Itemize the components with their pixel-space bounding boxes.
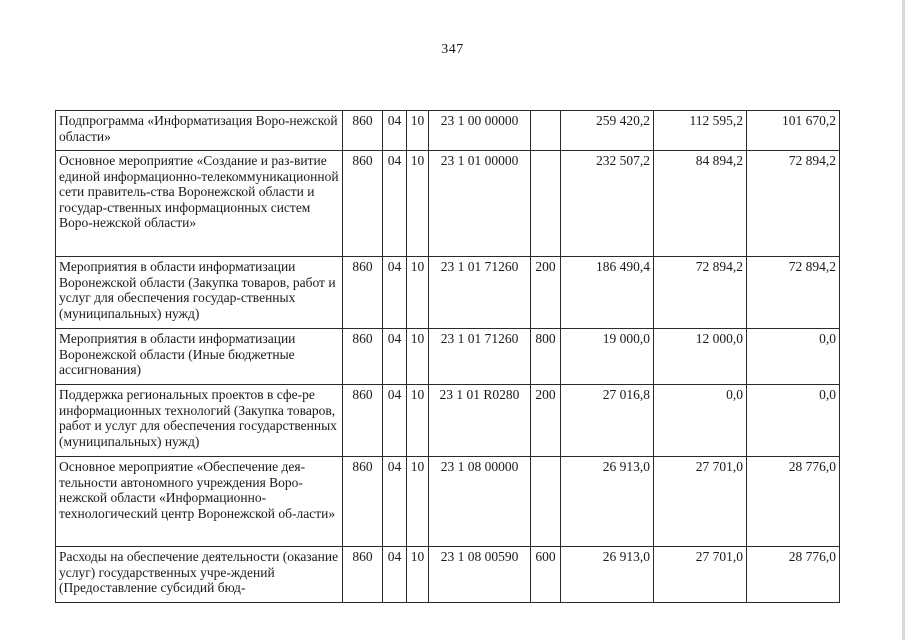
- amount-year2-cell: 12 000,0: [654, 329, 747, 385]
- target-article-cell: 23 1 01 71260: [429, 257, 531, 329]
- expense-type-cell: 200: [531, 257, 561, 329]
- section-cell: 04: [383, 385, 407, 457]
- amount-year1-cell: 19 000,0: [561, 329, 654, 385]
- section-cell: 04: [383, 257, 407, 329]
- subsection-cell: 10: [407, 547, 429, 603]
- amount-year3-cell: 72 894,2: [747, 151, 840, 257]
- table-row: [56, 457, 840, 547]
- row-name-cell: Мероприятия в области информатизации Воронежской области (Иные бюджетные ассигнования): [56, 329, 343, 385]
- subsection-cell: 10: [407, 457, 429, 547]
- amount-year3-cell: 28 776,0: [747, 457, 840, 547]
- target-article-cell: 23 1 08 00590: [429, 547, 531, 603]
- table-row: [56, 329, 840, 385]
- amount-year2-cell: 84 894,2: [654, 151, 747, 257]
- amount-year3-cell: 0,0: [747, 385, 840, 457]
- amount-year1-cell: 259 420,2: [561, 111, 654, 151]
- target-article-cell: 23 1 01 R0280: [429, 385, 531, 457]
- amount-year2-cell: 112 595,2: [654, 111, 747, 151]
- row-name-cell: Основное мероприятие «Обеспечение дея-тельности автономного учреждения Воро-нежской области «Информационно-технологический центр Воронежской об-ласти»: [56, 457, 343, 547]
- expense-type-cell: [531, 151, 561, 257]
- amount-year1-cell: 186 490,4: [561, 257, 654, 329]
- amount-year1-cell: 27 016,8: [561, 385, 654, 457]
- grbs-cell: 860: [343, 329, 383, 385]
- target-article-cell: 23 1 01 00000: [429, 151, 531, 257]
- expense-type-cell: [531, 111, 561, 151]
- section-cell: 04: [383, 151, 407, 257]
- amount-year2-cell: 72 894,2: [654, 257, 747, 329]
- section-cell: 04: [383, 111, 407, 151]
- row-name-cell: Расходы на обеспечение деятельности (оказание услуг) государственных учре-ждений (Предоставление субсидий бюд-: [56, 547, 343, 603]
- page-number: 347: [441, 42, 464, 57]
- grbs-cell: 860: [343, 547, 383, 603]
- table-row: [56, 111, 840, 151]
- budget-table: [55, 110, 840, 603]
- subsection-cell: 10: [407, 385, 429, 457]
- amount-year3-cell: 28 776,0: [747, 547, 840, 603]
- expense-type-cell: 800: [531, 329, 561, 385]
- grbs-cell: 860: [343, 111, 383, 151]
- grbs-cell: 860: [343, 385, 383, 457]
- amount-year3-cell: 0,0: [747, 329, 840, 385]
- target-article-cell: 23 1 00 00000: [429, 111, 531, 151]
- section-cell: 04: [383, 547, 407, 603]
- subsection-cell: 10: [407, 111, 429, 151]
- section-cell: 04: [383, 457, 407, 547]
- row-name-cell: Подпрограмма «Информатизация Воро-нежской области»: [56, 111, 343, 151]
- grbs-cell: 860: [343, 457, 383, 547]
- amount-year2-cell: 27 701,0: [654, 457, 747, 547]
- table-row: [56, 151, 840, 257]
- target-article-cell: 23 1 08 00000: [429, 457, 531, 547]
- amount-year1-cell: 26 913,0: [561, 547, 654, 603]
- amount-year3-cell: 72 894,2: [747, 257, 840, 329]
- amount-year1-cell: 232 507,2: [561, 151, 654, 257]
- expense-type-cell: [531, 457, 561, 547]
- row-name-cell: Основное мероприятие «Создание и раз-витие единой информационно-телекоммуникационной сети правитель-ства Воронежской области и государ-ственных информационных систем Воро-нежской области»: [56, 151, 343, 257]
- table-row: [56, 257, 840, 329]
- table-row: [56, 385, 840, 457]
- subsection-cell: 10: [407, 257, 429, 329]
- amount-year2-cell: 27 701,0: [654, 547, 747, 603]
- expense-type-cell: 200: [531, 385, 561, 457]
- grbs-cell: 860: [343, 257, 383, 329]
- amount-year2-cell: 0,0: [654, 385, 747, 457]
- grbs-cell: 860: [343, 151, 383, 257]
- expense-type-cell: 600: [531, 547, 561, 603]
- subsection-cell: 10: [407, 329, 429, 385]
- section-cell: 04: [383, 329, 407, 385]
- amount-year1-cell: 26 913,0: [561, 457, 654, 547]
- target-article-cell: 23 1 01 71260: [429, 329, 531, 385]
- table-row: [56, 547, 840, 603]
- row-name-cell: Поддержка региональных проектов в сфе-ре информационных технологий (Закупка товаров, работ и услуг для обеспечения государственных (муниципальных) нужд): [56, 385, 343, 457]
- amount-year3-cell: 101 670,2: [747, 111, 840, 151]
- row-name-cell: Мероприятия в области информатизации Воронежской области (Закупка товаров, работ и услуг для обеспечения государ-ственных (муниципальных) нужд): [56, 257, 343, 329]
- subsection-cell: 10: [407, 151, 429, 257]
